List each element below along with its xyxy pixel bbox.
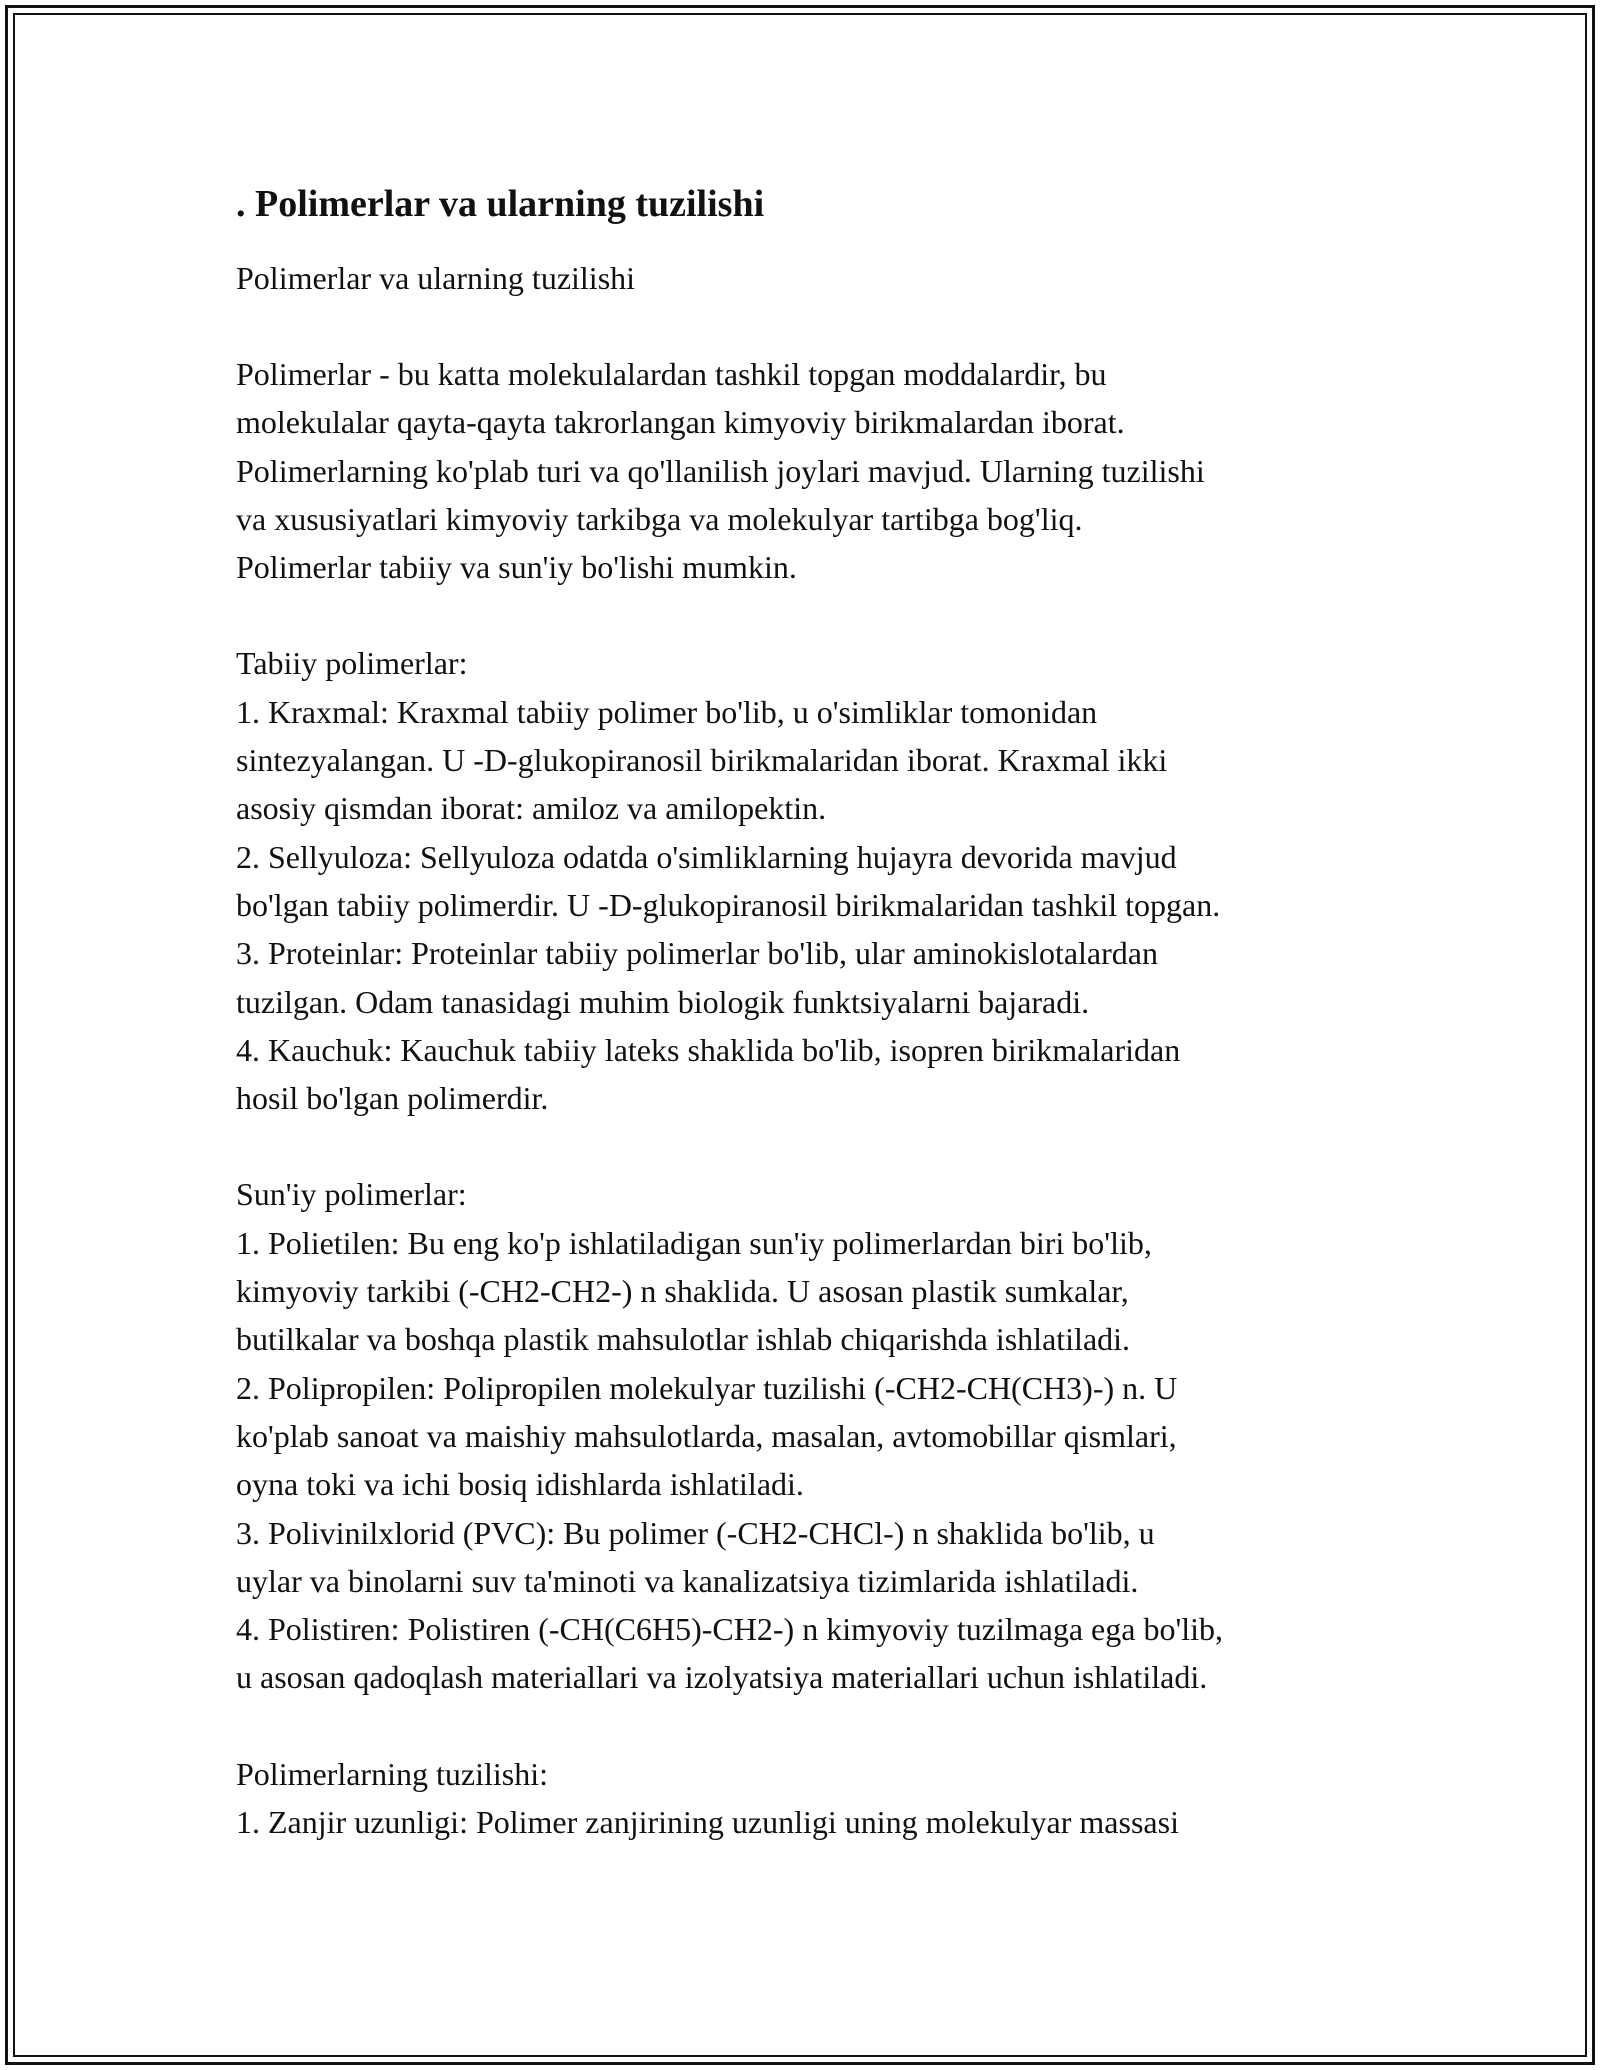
text-line: oyna toki va ichi bosiq idishlarda ishlatiladi. bbox=[236, 1466, 804, 1503]
polymer-structure-section bbox=[236, 1750, 1386, 1847]
intro-paragraph bbox=[236, 350, 1386, 591]
section-heading: Tabiiy polimerlar: bbox=[236, 645, 468, 682]
text-line: Polimerlar - bu katta molekulalardan tashkil topgan moddalardir, bu bbox=[236, 356, 1107, 392]
text-line: molekulalar qayta-qayta takrorlangan kimyoviy birikmalardan iborat. bbox=[236, 404, 1125, 441]
text-line: kimyoviy tarkibi (-CH2-CH2-) n shaklida. U asosan plastik sumkalar, bbox=[236, 1273, 1129, 1310]
text-line: 1. Zanjir uzunligi: Polimer zanjirining uzunligi uning molekulyar massasi bbox=[236, 1804, 1179, 1841]
text-line: ko'plab sanoat va maishiy mahsulotlarda, masalan, avtomobillar qismlari, bbox=[236, 1417, 1177, 1454]
text-line: Polimerlarning ko'plab turi va qo'llanilish joylari mavjud. Ularning tuzilishi bbox=[236, 452, 1205, 489]
text-line: hosil bo'lgan polimerdir. bbox=[236, 1080, 549, 1117]
text-line: uylar va binolarni suv ta'minoti va kanalizatsiya tizimlarida ishlatiladi. bbox=[236, 1562, 1139, 1599]
text-line: Polimerlar tabiiy va sun'iy bo'lishi mumkin. bbox=[236, 549, 797, 586]
document-subtitle: Polimerlar va ularning tuzilishi bbox=[236, 260, 636, 296]
text-line: asosiy qismdan iborat: amiloz va amilopektin. bbox=[236, 790, 827, 827]
text-line: sintezyalangan. U -D-glukopiranosil birikmalaridan iborat. Kraxmal ikki bbox=[236, 742, 1168, 779]
text-line: 4. Polistiren: Polistiren (-CH(C6H5)-CH2-) n kimyoviy tuzilmaga ega bo'lib, bbox=[236, 1611, 1223, 1648]
document-page bbox=[236, 180, 1386, 1846]
text-line: 2. Polipropilen: Polipropilen molekulyar tuzilishi (-CH2-CH(CH3)-) n. U bbox=[236, 1369, 1178, 1406]
natural-polymers-section bbox=[236, 639, 1386, 1122]
text-line: va xususiyatlari kimyoviy tarkibga va molekulyar tartibga bog'liq. bbox=[236, 500, 1083, 537]
text-line: 2. Sellyuloza: Sellyuloza odatda o'simliklarning hujayra devorida mavjud bbox=[236, 838, 1177, 875]
text-line: tuzilgan. Odam tanasidagi muhim biologik funktsiyalarni bajaradi. bbox=[236, 983, 1090, 1020]
text-line: bo'lgan tabiiy polimerdir. U -D-glukopiranosil birikmalaridan tashkil topgan. bbox=[236, 886, 1221, 923]
text-line: 3. Proteinlar: Proteinlar tabiiy polimerlar bo'lib, ular aminokislotalardan bbox=[236, 935, 1158, 972]
text-line: 1. Polietilen: Bu eng ko'p ishlatiladigan sun'iy polimerlardan biri bo'lib, bbox=[236, 1224, 1152, 1261]
text-line: 4. Kauchuk: Kauchuk tabiiy lateks shaklida bo'lib, isopren birikmalaridan bbox=[236, 1031, 1181, 1068]
text-line: 1. Kraxmal: Kraxmal tabiiy polimer bo'lib, u o'simliklar tomonidan bbox=[236, 693, 1098, 730]
section-heading: Polimerlarning tuzilishi: bbox=[236, 1755, 548, 1792]
section-heading: Sun'iy polimerlar: bbox=[236, 1176, 467, 1213]
text-line: u asosan qadoqlash materiallari va izolyatsiya materiallari uchun ishlatiladi. bbox=[236, 1659, 1208, 1696]
text-line: butilkalar va boshqa plastik mahsulotlar ishlab chiqarishda ishlatiladi. bbox=[236, 1321, 1131, 1358]
synthetic-polymers-section bbox=[236, 1170, 1386, 1701]
text-line: 3. Polivinilxlorid (PVC): Bu polimer (-CH2-CHCl-) n shaklida bo'lib, u bbox=[236, 1514, 1155, 1551]
document-title: . Polimerlar va ularning tuzilishi bbox=[236, 183, 765, 225]
